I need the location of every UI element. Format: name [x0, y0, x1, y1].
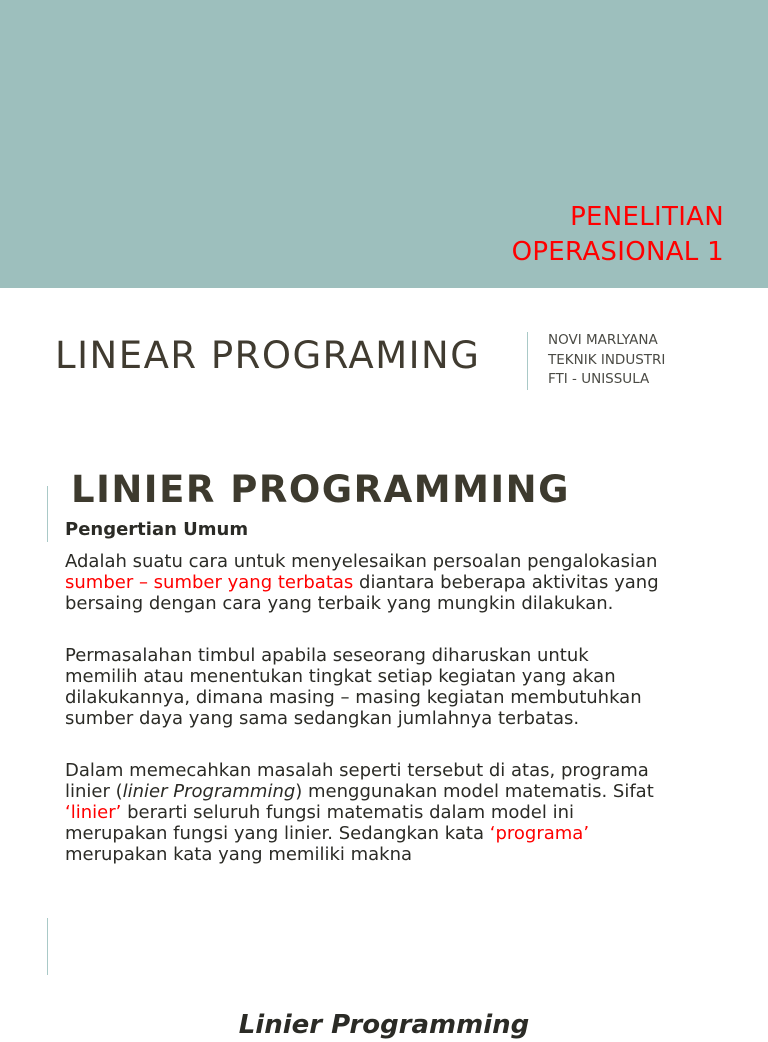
- paragraph-problem: Permasalahan timbul apabila seseorang diharuskan untuk memilih atau menentukan tingkat setiap kegiatan yang akan dilakukannya, dimana masing – masing kegiatan membutuhkan sumber daya yang sama sedangkan jumlahnya terbatas.: [65, 645, 642, 729]
- paragraph-definition: Adalah suatu cara untuk menyelesaikan persoalan pengalokasian sumber – sumber yang terbatas diantara beberapa aktivitas yang bersaing dengan cara yang terbaik yang mungkin dilakukan.: [65, 551, 659, 614]
- highlight-linier: ‘linier’: [65, 802, 122, 823]
- course-title: [512, 200, 724, 270]
- course-title-line1: PENELITIAN: [570, 202, 724, 232]
- italic-term: linier Programming: [122, 781, 296, 802]
- title-divider: [527, 332, 528, 390]
- title-banner: [0, 0, 768, 288]
- page-title: LINEAR PROGRAMING: [55, 334, 481, 377]
- course-title-line2: OPERASIONAL 1: [511, 237, 724, 267]
- highlight-limited-resources: sumber – sumber yang terbatas: [65, 572, 354, 593]
- next-slide-title: Linier Programming: [238, 1010, 530, 1040]
- paragraph-model: Dalam memecahkan masalah seperti tersebut di atas, programa linier (linier Programming) menggunakan model matematis. Sifat ‘linier’ berarti seluruh fungsi matematis dalam model ini merupakan fungsi yang linier. Sedangkan kata ‘programa’ merupakan kata yang memiliki makna: [65, 760, 654, 865]
- section-title: LINIER PROGRAMMING: [71, 468, 571, 511]
- author-info: [548, 331, 665, 390]
- highlight-programa: ‘programa’: [489, 823, 590, 844]
- author-faculty: FTI - UNISSULA: [548, 371, 650, 387]
- section-accent-bar-2: [47, 918, 48, 975]
- author-name: NOVI MARLYANA: [548, 332, 658, 348]
- section-accent-bar: [47, 486, 48, 542]
- author-department: TEKNIK INDUSTRI: [548, 351, 666, 368]
- section-subheading: Pengertian Umum: [65, 519, 249, 540]
